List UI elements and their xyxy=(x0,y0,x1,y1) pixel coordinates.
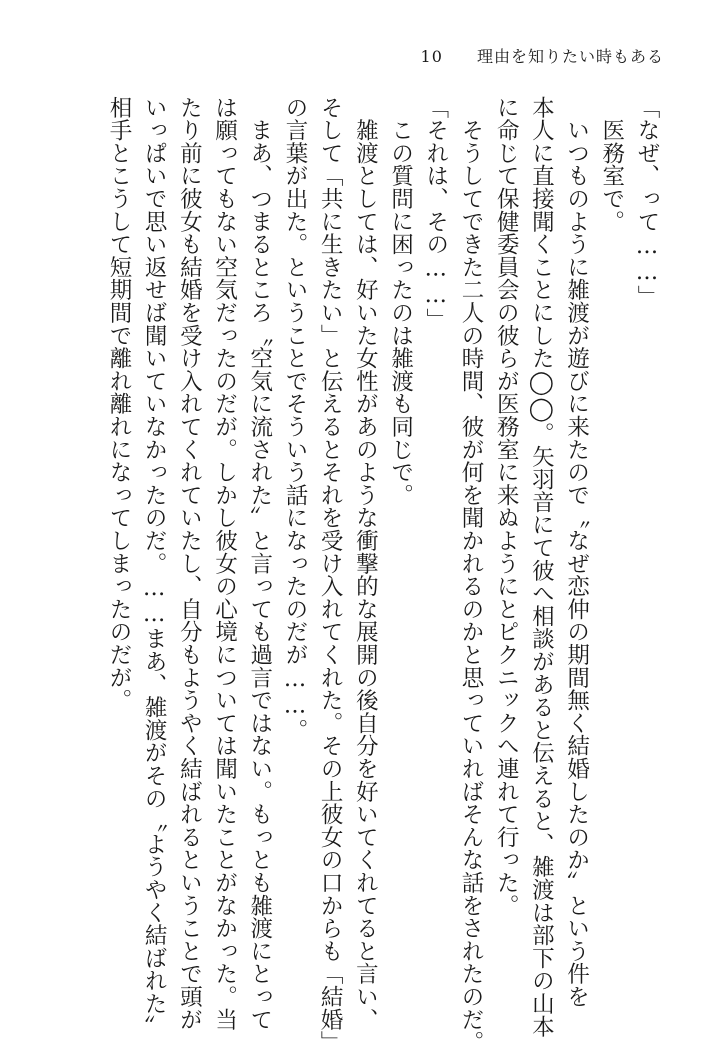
text-line: 医務室で。 xyxy=(598,96,625,233)
chapter-title: 理由を知りたい時もある xyxy=(476,47,664,66)
text-line: そうしてできた二人の時間、彼が何を聞かれるのかと思っていればそんな話をされたのだ。 xyxy=(457,96,484,1054)
text-line: 相手とこうして短期間で離れ離れになってしまったのだが。 xyxy=(105,96,132,712)
text-line: 「なぜ、って……」 xyxy=(634,96,660,309)
text-line: 本人に直接聞くことにした◯◯。矢羽音にて彼へ相談があると伝えると、雑渡は部下の山本 xyxy=(528,96,555,1038)
text-line: まあ、つまるところ〝空気に流された〟と言っても過言ではない。もっとも雑渡にとって xyxy=(246,96,273,1031)
running-header xyxy=(421,44,664,67)
body-text xyxy=(105,96,664,1054)
text-line: この質問に困ったのは雑渡も同じで。 xyxy=(387,96,414,507)
text-line: の言葉が出た。ということでそういう話になったのだが……。 xyxy=(281,96,308,742)
text-line: いっぱいで思い返せば聞いていなかったのだ。……まあ、雑渡がその〝ようやく結ばれた〟 xyxy=(141,96,168,1038)
text-line: 「それは、その……」 xyxy=(422,96,449,331)
text-line: 雑渡としては、好いた女性があのような衝撃的な展開の後自分を好いてくれてると言い、 xyxy=(352,96,379,1031)
text-line: は願ってもない空気だったのだが。しかし彼女の心境については聞いたことがなかった。当 xyxy=(211,96,238,1031)
text-line: たり前に彼女も結婚を受け入れてくれていたし、自分もようやく結ばれるということで頭が xyxy=(176,96,203,1031)
text-line: いつものように雑渡が遊びに来たので〝なぜ恋仲の期間無く結婚したのか〟という件を xyxy=(563,96,590,1008)
text-line: に命じて保健委員会の彼らが医務室に来ぬようにとピクニックへ連れて行った。 xyxy=(493,96,520,917)
text-line: そして「共に生きたい」と伝えるとそれを受け入れてくれた。その上彼女の口からも「結婚」 xyxy=(317,96,344,1054)
page-number: 10 xyxy=(420,47,443,66)
